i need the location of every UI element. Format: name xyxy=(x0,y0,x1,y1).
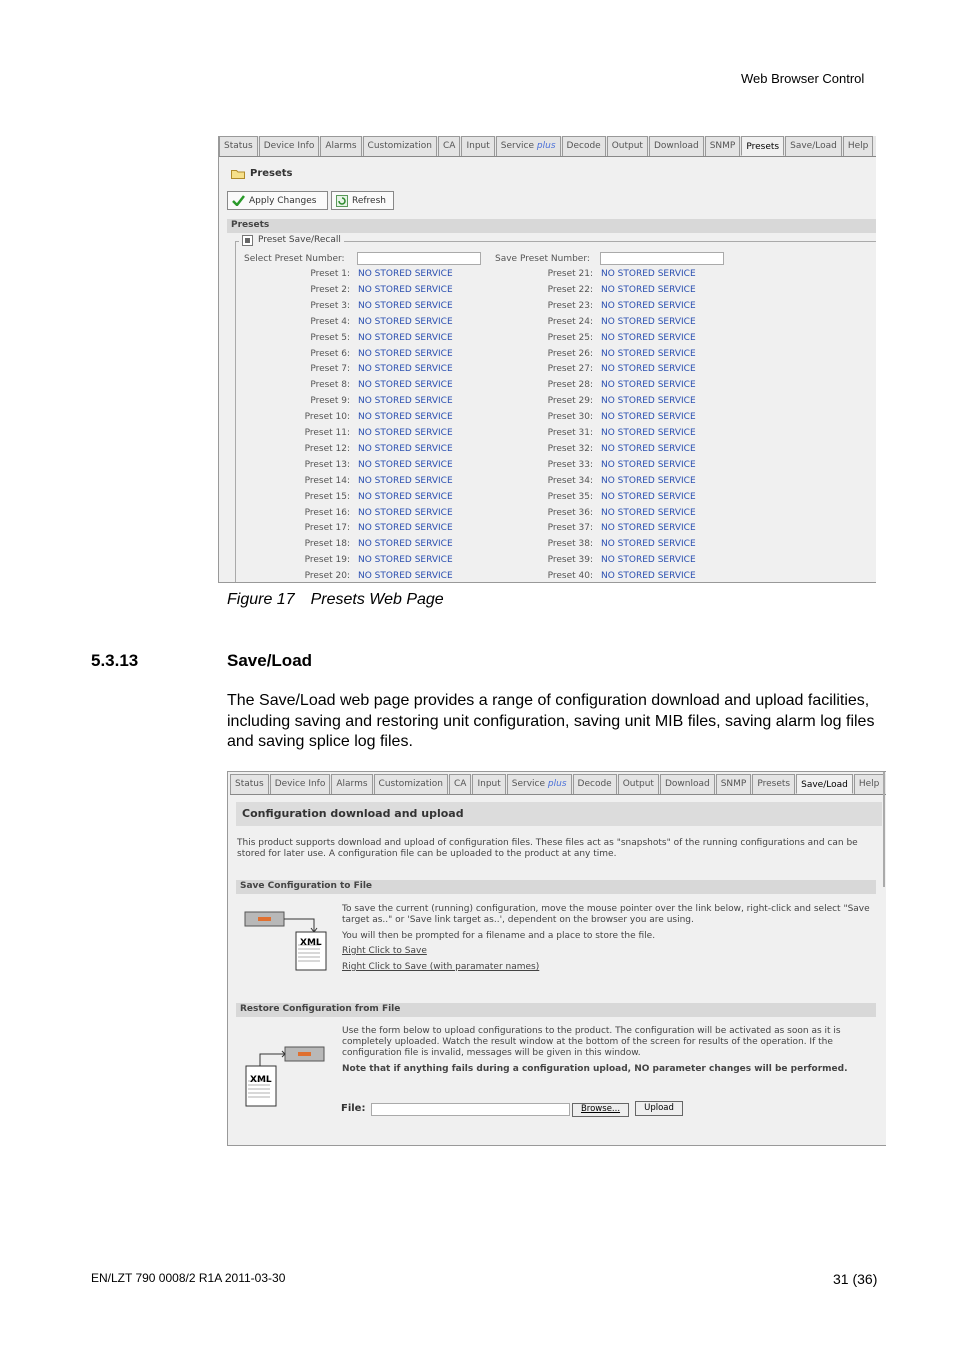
xml-label-save: XML xyxy=(300,938,322,948)
tab-download[interactable]: Download xyxy=(660,774,715,794)
tab-customization[interactable]: Customization xyxy=(363,136,437,156)
save-instructions: To save the current (running) configuration, move the mouse pointer over the link below, right-click and select "Save target as.." or 'Save link target as..', dependent on the browser you are using. xyxy=(342,904,870,925)
footer-doc-id: EN/LZT 790 0008/2 R1A 2011-03-30 xyxy=(91,1271,286,1285)
preset-value: NO STORED SERVICE xyxy=(601,443,696,454)
preset-label: Preset 7: xyxy=(310,364,350,375)
preset-label: Preset 26: xyxy=(547,348,593,359)
preset-label: Preset 35: xyxy=(547,491,593,502)
group-legend xyxy=(239,235,344,246)
preset-value: NO STORED SERVICE xyxy=(358,459,453,470)
right-click-save-params-link[interactable]: Right Click to Save (with paramater names) xyxy=(342,962,540,972)
preset-label: Preset 23: xyxy=(547,300,593,311)
preset-value: NO STORED SERVICE xyxy=(358,571,453,582)
tab-device-info[interactable]: Device Info xyxy=(270,774,331,794)
preset-value: NO STORED SERVICE xyxy=(358,475,453,486)
preset-value: NO STORED SERVICE xyxy=(601,316,696,327)
section-title: Save/Load xyxy=(227,651,313,670)
preset-label: Preset 31: xyxy=(547,428,593,438)
tab-alarms[interactable]: Alarms xyxy=(320,136,361,156)
tab-snmp[interactable]: SNMP xyxy=(716,774,752,794)
tab-bar xyxy=(230,774,886,795)
tab-save-load[interactable]: Save/Load xyxy=(796,774,853,794)
preset-value: NO STORED SERVICE xyxy=(358,507,453,518)
preset-label: Preset 33: xyxy=(547,459,593,470)
preset-value: NO STORED SERVICE xyxy=(358,316,453,327)
preset-label: Preset 21: xyxy=(547,269,593,279)
preset-value: NO STORED SERVICE xyxy=(601,396,696,407)
preset-label: Preset 39: xyxy=(547,555,593,566)
preset-label: Preset 34: xyxy=(547,475,593,486)
preset-value: NO STORED SERVICE xyxy=(601,269,696,279)
restore-note: Note that if anything fails during a configuration upload, NO parameter changes will be performed. xyxy=(342,1064,848,1074)
preset-label: Preset 29: xyxy=(547,396,593,407)
section-bar: Presets xyxy=(227,219,876,233)
restore-instructions: Use the form below to upload configurations to the product. The configuration will be activated as soon as it is completely uploaded. Watch the result window at the bottom of the screen for results of the operation. If the configuration file is invalid, messages will be given in this window. xyxy=(342,1026,841,1058)
preset-value: NO STORED SERVICE xyxy=(601,348,696,359)
tab-help[interactable]: Help xyxy=(843,136,874,156)
preset-value: NO STORED SERVICE xyxy=(358,555,453,566)
xml-label-restore: XML xyxy=(250,1075,272,1085)
preset-label: Preset 38: xyxy=(547,539,593,550)
preset-value: NO STORED SERVICE xyxy=(358,412,453,423)
preset-label: Preset 15: xyxy=(304,491,350,502)
upload-button[interactable]: Upload xyxy=(635,1101,683,1116)
preset-value: NO STORED SERVICE xyxy=(601,300,696,311)
apply-changes-button[interactable]: Apply Changes xyxy=(227,191,328,210)
preset-value: NO STORED SERVICE xyxy=(358,348,453,359)
preset-value: NO STORED SERVICE xyxy=(601,523,696,534)
tab-help[interactable]: Help xyxy=(854,774,885,794)
preset-label: Preset 30: xyxy=(547,412,593,423)
preset-value: NO STORED SERVICE xyxy=(601,428,696,438)
preset-label: Preset 4: xyxy=(310,316,350,327)
select-preset-label: Select Preset Number: xyxy=(244,254,345,264)
preset-label: Preset 28: xyxy=(547,380,593,391)
preset-value: NO STORED SERVICE xyxy=(358,380,453,391)
tab-input[interactable]: Input xyxy=(461,136,494,156)
tab-ca[interactable]: CA xyxy=(438,136,460,156)
file-input[interactable] xyxy=(371,1103,570,1116)
preset-label: Preset 40: xyxy=(547,571,593,582)
save-load-screenshot xyxy=(227,771,886,1146)
preset-label: Preset 20: xyxy=(304,571,350,582)
preset-value: NO STORED SERVICE xyxy=(601,475,696,486)
select-preset-input[interactable] xyxy=(357,252,481,265)
tab-snmp[interactable]: SNMP xyxy=(705,136,741,156)
tab-decode[interactable]: Decode xyxy=(562,136,606,156)
preset-label: Preset 37: xyxy=(547,523,593,534)
preset-value: NO STORED SERVICE xyxy=(601,555,696,566)
preset-label: Preset 32: xyxy=(547,443,593,454)
preset-value: NO STORED SERVICE xyxy=(601,332,696,343)
tab-device-info[interactable]: Device Info xyxy=(259,136,320,156)
page-number: 31 (36) xyxy=(833,1271,878,1287)
preset-label: Preset 24: xyxy=(547,316,593,327)
refresh-button[interactable]: Refresh xyxy=(331,191,394,210)
tab-customization[interactable]: Customization xyxy=(374,774,448,794)
body-paragraph: The Save/Load web page provides a range of configuration download and upload facilities, including saving and restoring unit configuration, saving unit MIB files, saving alarm log files and saving splice log files. xyxy=(227,692,875,750)
preset-value: NO STORED SERVICE xyxy=(358,300,453,311)
preset-label: Preset 17: xyxy=(304,523,350,534)
save-preset-input[interactable] xyxy=(600,252,724,265)
right-click-save-link[interactable]: Right Click to Save xyxy=(342,946,427,956)
presets-screenshot xyxy=(218,136,876,583)
preset-value: NO STORED SERVICE xyxy=(358,539,453,550)
preset-label: Preset 27: xyxy=(547,364,593,375)
save-section-bar: Save Configuration to File xyxy=(236,880,876,894)
preset-value: NO STORED SERVICE xyxy=(358,269,453,279)
tab-status[interactable]: Status xyxy=(219,136,258,156)
preset-label: Preset 36: xyxy=(547,507,593,518)
section-number: 5.3.13 xyxy=(91,651,139,670)
tab-service-plus[interactable]: Service plus xyxy=(496,136,561,156)
restore-section-bar: Restore Configuration from File xyxy=(236,1003,876,1017)
page-title: Presets xyxy=(250,168,293,179)
preset-value: NO STORED SERVICE xyxy=(601,380,696,391)
preset-value: NO STORED SERVICE xyxy=(358,396,453,407)
tab-status[interactable]: Status xyxy=(230,774,269,794)
folder-icon xyxy=(231,168,245,179)
intro-text: This product supports download and upload of configuration files. These files act as "snapshots" of the running configurations and can be stored for later use. A configuration file can be uploaded to the product at any time. xyxy=(237,838,858,859)
preset-value: NO STORED SERVICE xyxy=(358,364,453,375)
preset-label: Preset 2: xyxy=(310,284,350,295)
preset-label: Preset 10: xyxy=(304,412,350,423)
scrollbar[interactable] xyxy=(883,772,885,887)
preset-value: NO STORED SERVICE xyxy=(358,491,453,502)
page-title: Configuration download and upload xyxy=(242,807,464,820)
preset-label: Preset 25: xyxy=(547,332,593,343)
tab-presets[interactable]: Presets xyxy=(741,136,784,156)
tab-output[interactable]: Output xyxy=(618,774,659,794)
preset-label: Preset 1: xyxy=(310,269,350,279)
tab-save-load[interactable]: Save/Load xyxy=(785,136,842,156)
browse-button[interactable]: Browse... xyxy=(572,1103,629,1117)
preset-label: Preset 12: xyxy=(304,443,350,454)
preset-label: Preset 18: xyxy=(304,539,350,550)
tab-bar xyxy=(219,136,876,157)
file-label: File: xyxy=(341,1103,366,1114)
checkmark-icon xyxy=(232,195,245,206)
tab-decode[interactable]: Decode xyxy=(573,774,617,794)
preset-value: NO STORED SERVICE xyxy=(601,459,696,470)
tab-presets[interactable]: Presets xyxy=(752,774,795,794)
preset-value: NO STORED SERVICE xyxy=(358,332,453,343)
preset-value: NO STORED SERVICE xyxy=(601,539,696,550)
preset-label: Preset 3: xyxy=(310,300,350,311)
preset-value: NO STORED SERVICE xyxy=(358,284,453,295)
save-prompt-text: You will then be prompted for a filename and a place to store the file. xyxy=(342,931,656,941)
preset-value: NO STORED SERVICE xyxy=(358,443,453,454)
figure-caption: Figure 17 Presets Web Page xyxy=(227,591,444,608)
page-heading xyxy=(231,168,293,179)
preset-value: NO STORED SERVICE xyxy=(358,428,453,438)
tab-service-plus[interactable]: Service plus xyxy=(507,774,572,794)
preset-label: Preset 14: xyxy=(304,475,350,486)
preset-label: Preset 8: xyxy=(310,380,350,391)
group-border xyxy=(235,241,236,583)
preset-label: Preset 11: xyxy=(304,428,350,438)
preset-label: Preset 19: xyxy=(304,555,350,566)
preset-label: Preset 22: xyxy=(547,284,593,295)
preset-value: NO STORED SERVICE xyxy=(601,571,696,582)
toggle-icon[interactable] xyxy=(242,235,253,246)
preset-label: Preset 6: xyxy=(310,348,350,359)
group-title: Preset Save/Recall xyxy=(258,235,341,245)
preset-value: NO STORED SERVICE xyxy=(358,523,453,534)
preset-label: Preset 16: xyxy=(304,507,350,518)
preset-value: NO STORED SERVICE xyxy=(601,507,696,518)
preset-value: NO STORED SERVICE xyxy=(601,491,696,502)
preset-value: NO STORED SERVICE xyxy=(601,412,696,423)
tab-download[interactable]: Download xyxy=(649,136,704,156)
tab-alarms[interactable]: Alarms xyxy=(331,774,372,794)
preset-label: Preset 5: xyxy=(310,332,350,343)
tab-output[interactable]: Output xyxy=(607,136,648,156)
tab-input[interactable]: Input xyxy=(472,774,505,794)
running-header: Web Browser Control xyxy=(741,71,865,86)
save-preset-label: Save Preset Number: xyxy=(495,254,590,264)
preset-value: NO STORED SERVICE xyxy=(601,284,696,295)
preset-value: NO STORED SERVICE xyxy=(601,364,696,375)
tab-ca[interactable]: CA xyxy=(449,774,471,794)
preset-label: Preset 13: xyxy=(304,459,350,470)
preset-label: Preset 9: xyxy=(310,396,350,407)
refresh-icon xyxy=(336,195,348,207)
